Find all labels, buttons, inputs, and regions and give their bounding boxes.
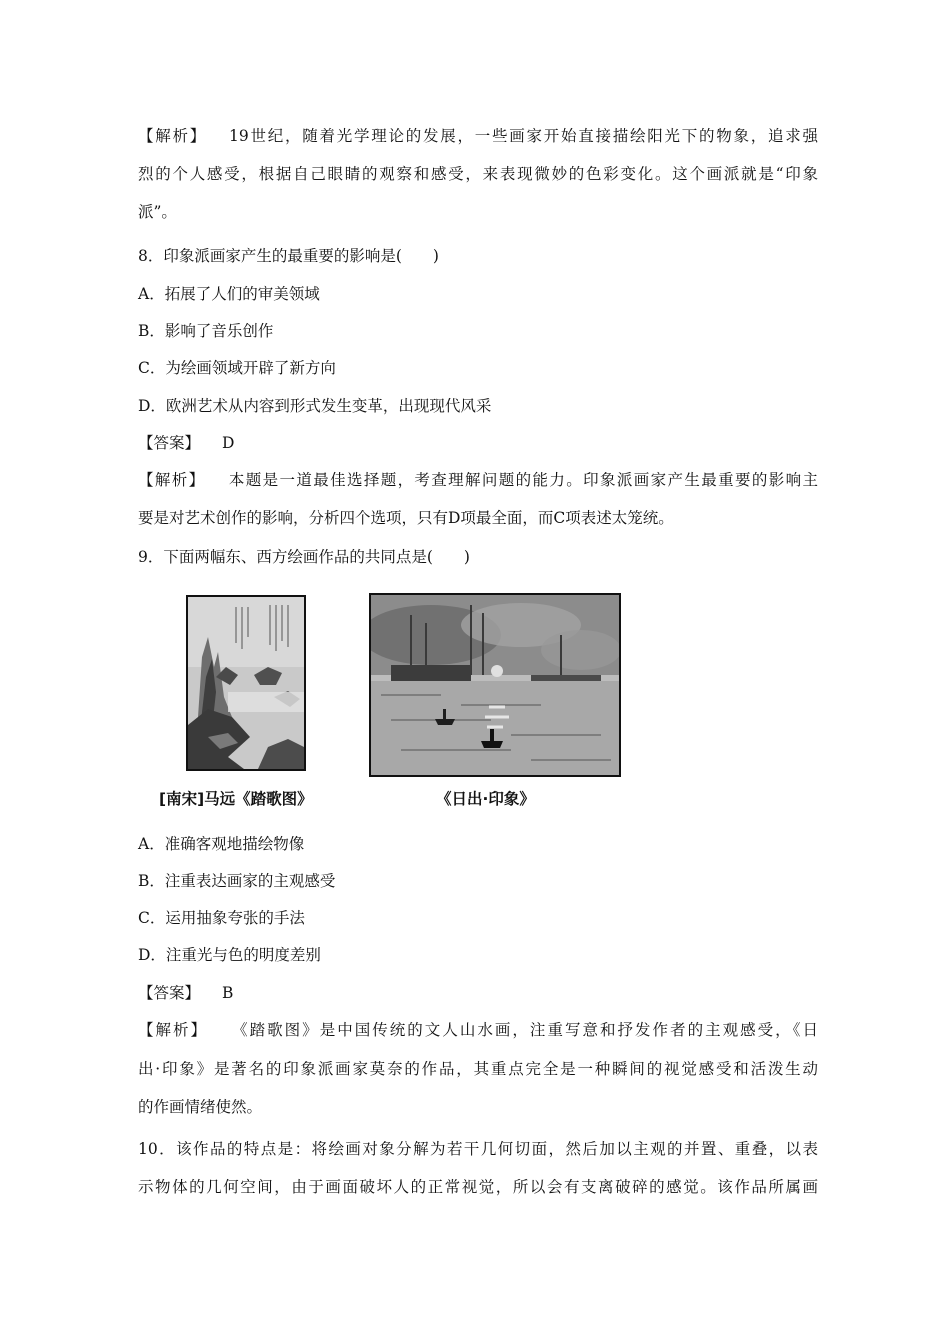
- analysis-7-line-2: 烈的个人感受，根据自己眼睛的观察和感受，来表现微妙的色彩变化。这个画派就是“印象: [138, 165, 818, 183]
- question-9-option-b: B．注重表达画家的主观感受: [138, 872, 336, 890]
- answer-label: 【答案】: [138, 984, 201, 1002]
- analysis-label: 【解析】: [138, 471, 206, 489]
- landscape-painting-image: [188, 597, 304, 769]
- question-9-option-d: D．注重光与色的明度差别: [138, 946, 321, 964]
- analysis-text: 《踏歌图》是中国传统的文人山水画，注重写意和抒发作者的主观感受，《日: [230, 1021, 818, 1039]
- question-8-analysis-line-2: 要是对艺术创作的影响，分析四个选项，只有D项最全面，而C项表述太笼统。: [138, 509, 674, 527]
- question-8-option-c: C．为绘画领域开辟了新方向: [138, 359, 336, 377]
- question-8-option-b: B．影响了音乐创作: [138, 322, 274, 340]
- figure-left-caption: [南宋]马远《踏歌图》: [159, 790, 313, 808]
- question-9-stem: 9．下面两幅东、西方绘画作品的共同点是( ): [138, 548, 470, 566]
- analysis-7-line-3: 派”。: [138, 203, 177, 221]
- figure-impression-sunrise-painting: [369, 593, 621, 777]
- question-8-analysis-line-1: [138, 469, 818, 491]
- question-8-stem: 8．印象派画家产生的最重要的影响是( ): [138, 247, 439, 265]
- question-9-option-c: C．运用抽象夸张的手法: [138, 909, 305, 927]
- question-8-answer: [138, 432, 818, 454]
- question-9-analysis-line-2: 出·印象》是著名的印象派画家莫奈的作品，其重点完全是一种瞬间的视觉感受和活泼生动: [138, 1060, 818, 1078]
- question-9-analysis-line-1: [138, 1019, 818, 1041]
- question-9-analysis-line-3: 的作画情绪使然。: [138, 1098, 263, 1116]
- analysis-text: 19世纪，随着光学理论的发展，一些画家开始直接描绘阳光下的物象，追求强: [229, 127, 818, 145]
- question-10-line-2: 示物体的几何空间，由于画面破坏人的正常视觉，所以会有支离破碎的感觉。该作品所属画: [138, 1178, 818, 1196]
- analysis-7-line-1: [138, 125, 818, 147]
- question-8-option-a: A．拓展了人们的审美领域: [138, 285, 320, 303]
- answer-label: 【答案】: [138, 434, 201, 452]
- answer-value: B: [222, 984, 234, 1002]
- analysis-text: 本题是一道最佳选择题，考查理解问题的能力。印象派画家产生最重要的影响主: [227, 471, 818, 489]
- question-8-option-d: D．欧洲艺术从内容到形式发生变革，出现现代风采: [138, 397, 492, 415]
- question-9-option-a: A．准确客观地描绘物像: [138, 835, 305, 853]
- question-9-answer: [138, 982, 818, 1004]
- analysis-label: 【解析】: [138, 1021, 209, 1039]
- answer-value: D: [222, 434, 235, 452]
- analysis-label: 【解析】: [138, 127, 208, 145]
- figure-right-caption: 《日出·印象》: [436, 790, 535, 808]
- question-10-line-1: 10．该作品的特点是：将绘画对象分解为若干几何切面，然后加以主观的并置、重叠，以表: [138, 1140, 818, 1158]
- harbor-painting-image: [371, 595, 619, 775]
- figure-tage-tu-painting: [186, 595, 306, 771]
